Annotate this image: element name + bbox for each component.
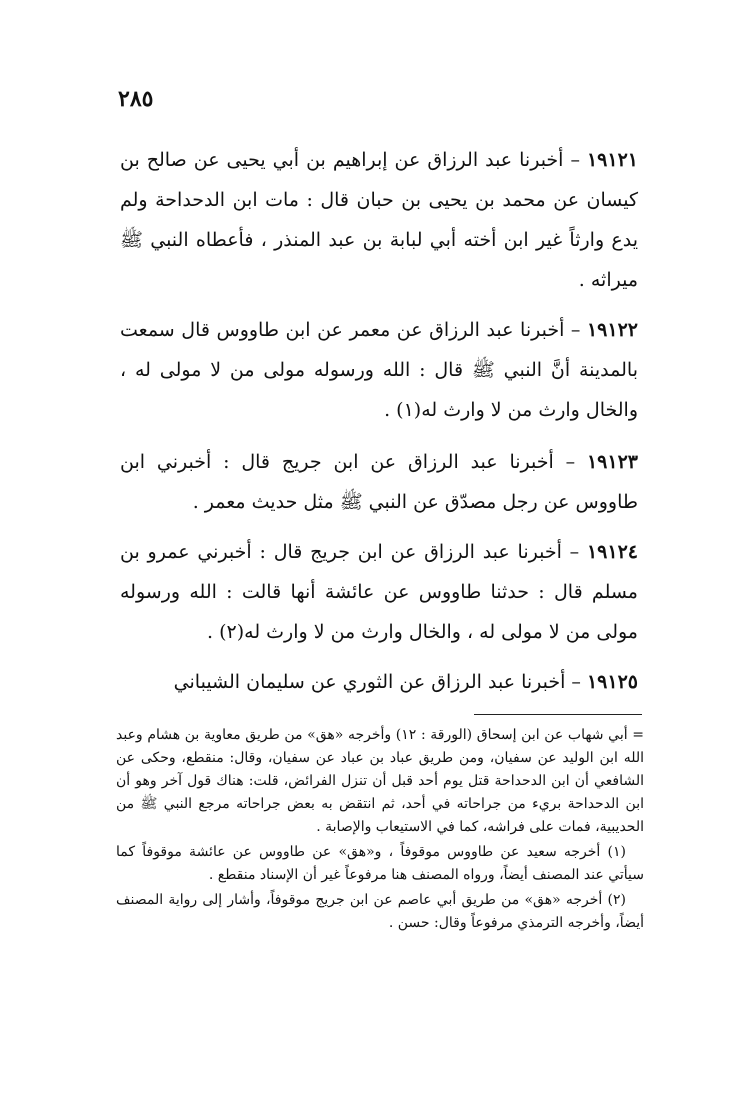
hadith-entry [120,442,638,522]
hadith-text: – أخبرنا عبد الرزاق عن الثوري عن سليمان الشيباني [173,671,587,693]
hadith-number: ١٩١٢٥ [586,671,638,693]
hadith-entry [120,310,638,430]
hadith-number: ١٩١٢١ [586,149,638,171]
hadith-text: – أخبرنا عبد الرزاق عن ابن جريج قال : أخبرني ابن طاووس عن رجل مصدّق عن النبي ﷺ مثل حديث معمر . [120,451,638,513]
footnote-divider [474,714,642,715]
footnote-continuation: = أبي شهاب عن ابن إسحاق (الورقة : ١٢) وأخرجه «هق» من طريق معاوية بن هشام وعبد الله ابن الوليد عن سفيان، ومن طريق عباد بن عباد عن سفيان، وقال: منقطع، وحكى عن الشافعي أن ابن الدحداحة قتل يوم أحد قبل أن تنزل الفرائض، قلت: هناك قول آخر وهو أن ابن الدحداحة بريء من جراحاته في أحد، ثم انتقض به بعض جراحاته مرجع النبي ﷺ من الحديبية، فمات على فراشه، كما في الاستيعاب والإصابة . [116,727,644,835]
hadith-text: – أخبرنا عبد الرزاق عن إبراهيم بن أبي يحيى عن صالح بن كيسان عن محمد بن يحيى بن حبان قال : مات ابن الدحداحة ولم يدع وارثاً غير ابن أخته أبي لبابة بن عبد المنذر ، فأعطاه النبي ﷺ ميراثه . [120,149,638,291]
footnote-1: (١) أخرجه سعيد عن طاووس موقوفاً ، و«هق» عن طاووس عن عائشة موقوفاً كما سيأتي عند المصنف أيضاً، ورواه المصنف هنا مرفوعاً غير أن الإسناد منقطع . [116,844,644,883]
hadith-number: ١٩١٢٤ [586,541,638,563]
hadith-number: ١٩١٢٢ [586,319,638,341]
hadith-text: – أخبرنا عبد الرزاق عن معمر عن ابن طاووس قال سمعت بالمدينة أنَّ النبي ﷺ قال : الله ورسوله مولى من لا مولى له ، والخال وارث من لا وارث له(١) . [120,319,638,421]
footnotes [116,724,644,937]
page-number: ٢٨٥ [118,86,154,112]
hadith-entry [120,140,638,300]
hadith-text: – أخبرنا عبد الرزاق عن ابن جريج قال : أخبرني عمرو بن مسلم قال : حدثنا طاووس عن عائشة أنها قالت : الله ورسوله مولى من لا مولى له ، والخال وارث من لا وارث له(٢) . [120,541,638,643]
hadith-entry [120,532,638,652]
hadith-number: ١٩١٢٣ [586,451,638,473]
hadith-entry [120,662,638,702]
footnote-2: (٢) أخرجه «هق» من طريق أبي عاصم عن ابن جريج موقوفاً، وأشار إلى رواية المصنف أيضاً، وأخرجه الترمذي مرفوعاً وقال: حسن . [116,892,644,931]
